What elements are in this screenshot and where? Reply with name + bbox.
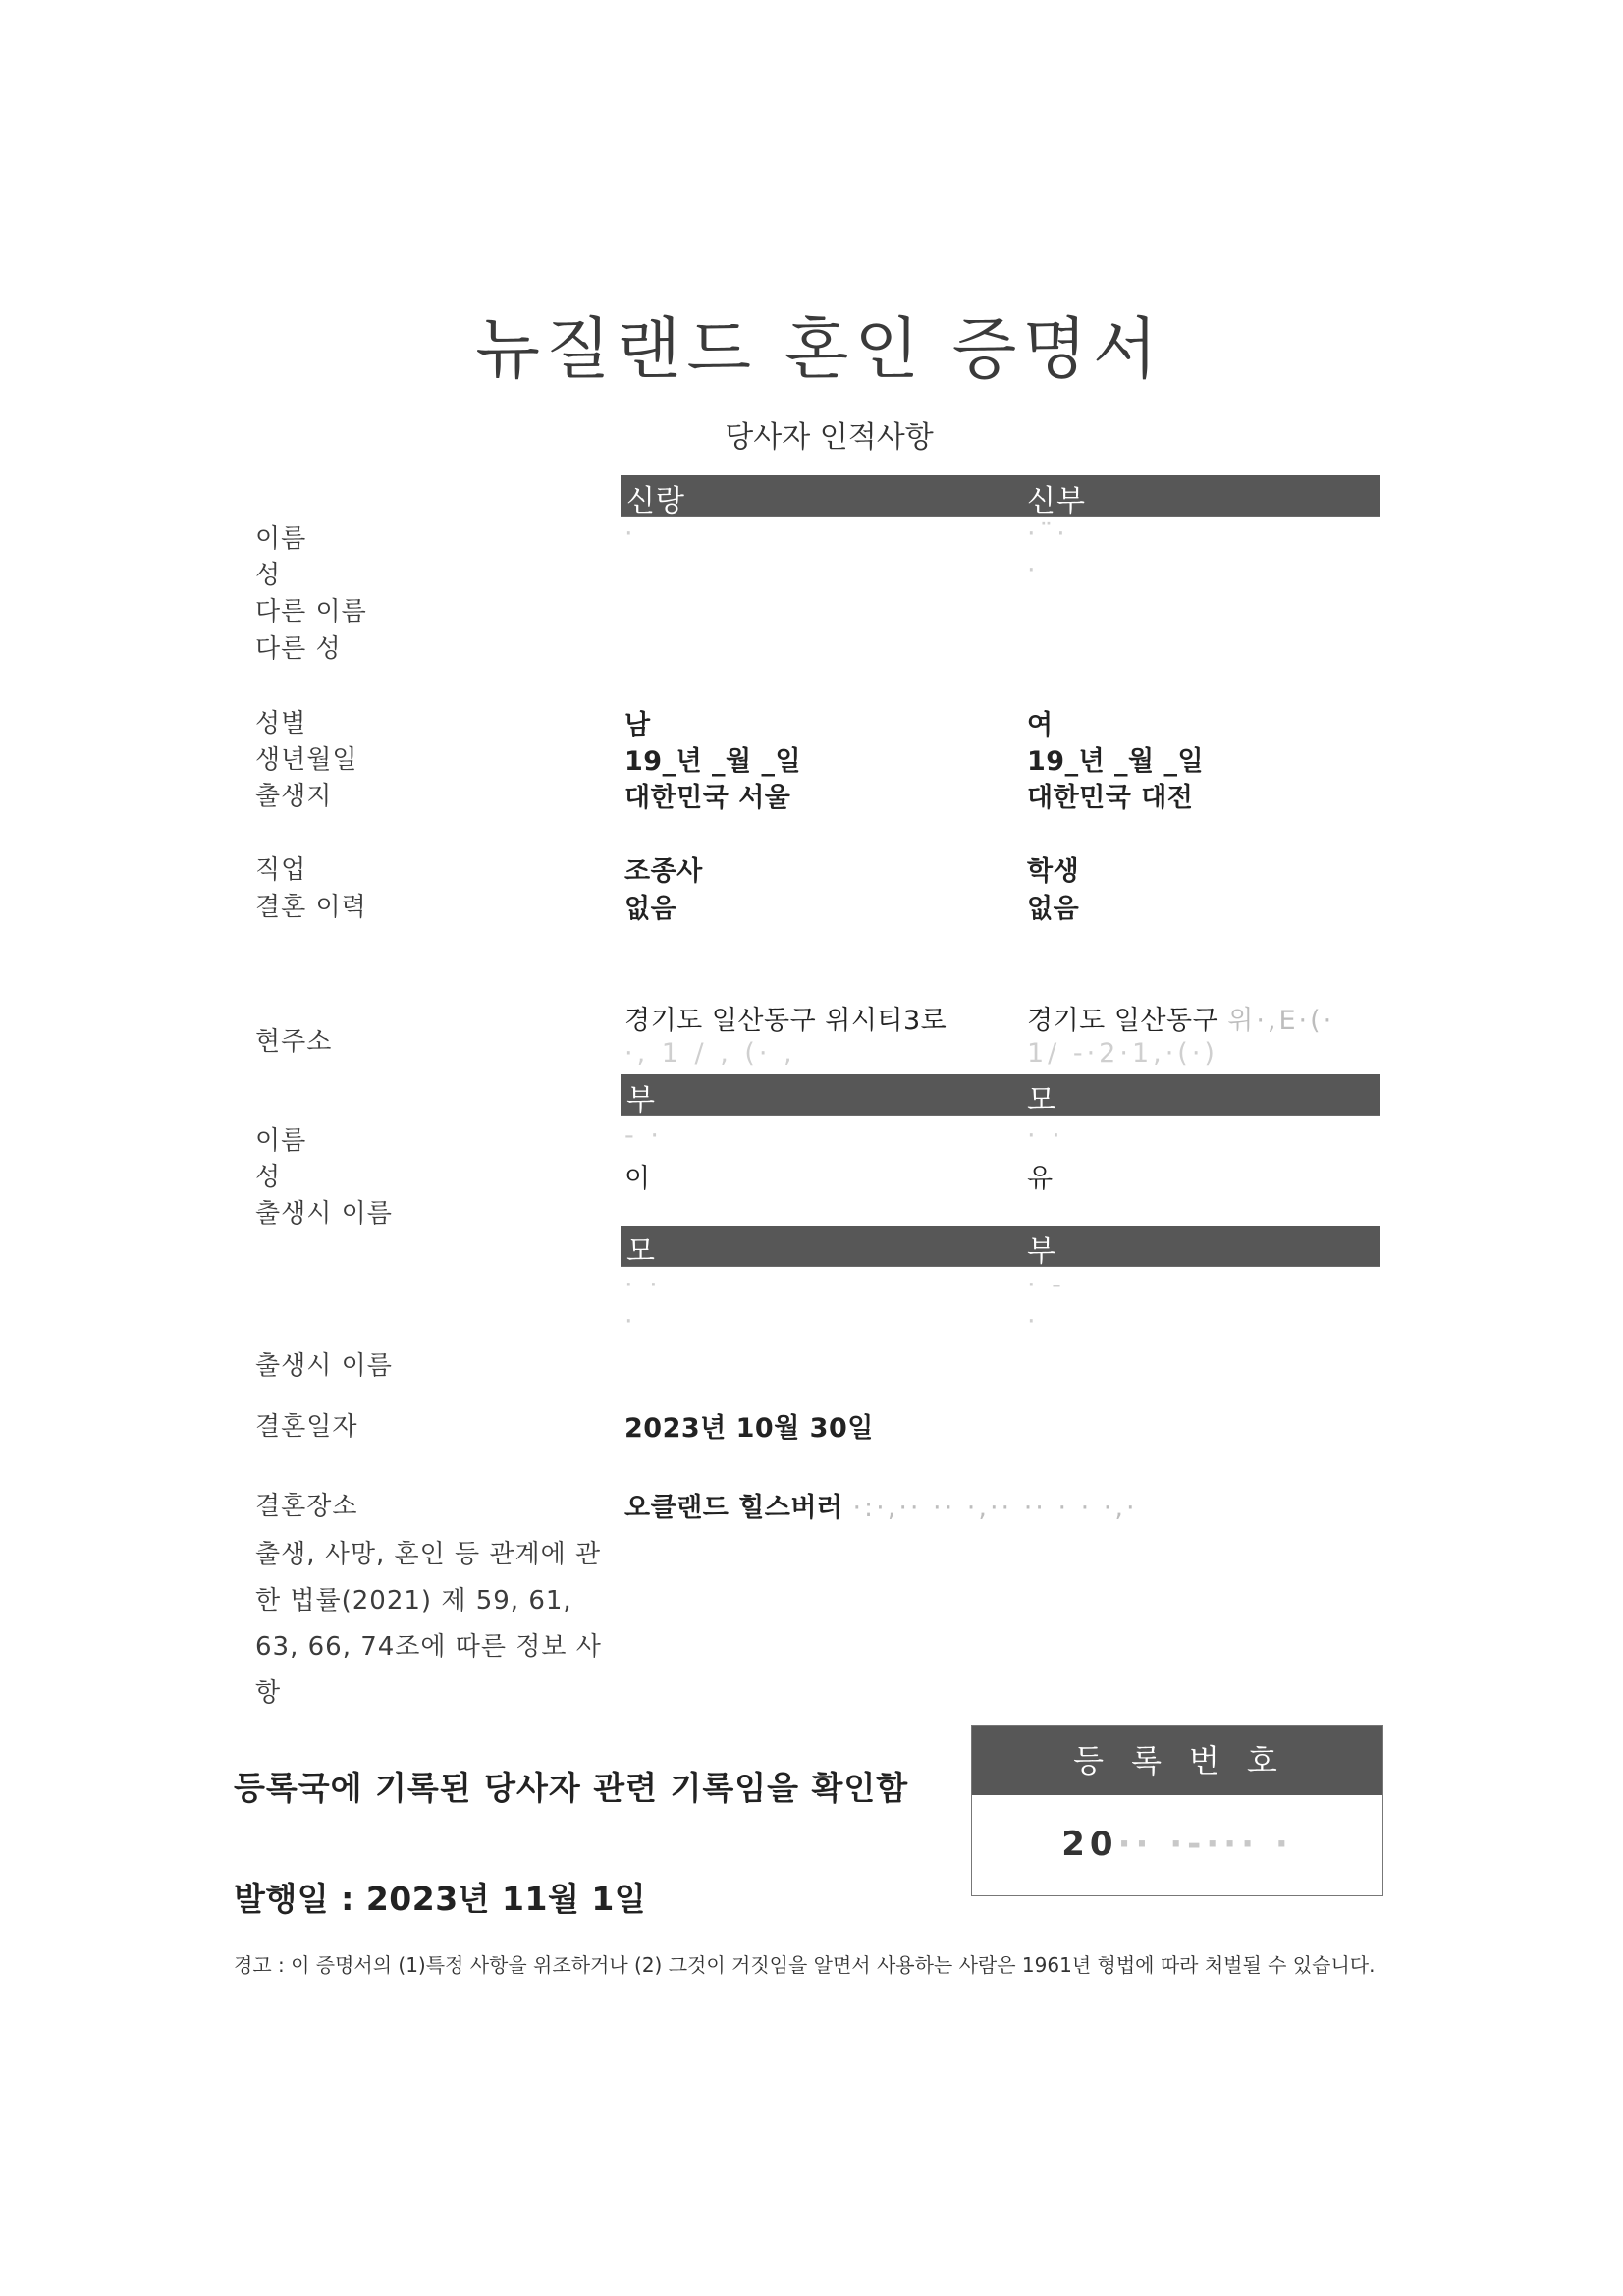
label-birth-date: 생년월일 (255, 745, 358, 775)
label-other-surname: 다른 성 (255, 634, 342, 664)
legal-warning: 경고 : 이 증명서의 (1)특정 사항을 위조하거나 (2) 그것이 거짓임을 알면서 사용하는 사람은 1961년 형법에 따라 처벌될 수 있습니다. (234, 1953, 1376, 1977)
section-title-party-details: 당사자 인적사항 (725, 420, 934, 455)
groom-marital-history: 없음 (624, 894, 677, 924)
mother-given-name-redacted: · · (1027, 1121, 1064, 1151)
bride-parents-header-bar (621, 1226, 1380, 1267)
issue-date-label: 발행일 (234, 1880, 330, 1918)
bride-father-given-name-redacted: · - (1027, 1270, 1065, 1300)
marriage-place-redacted: ·:·,·· ·· ·,·· ·· · · ·,· (852, 1493, 1138, 1523)
parties-header-bar (621, 475, 1380, 517)
label-parent-given-name: 이름 (255, 1126, 307, 1156)
groom-parents-header-bar (621, 1074, 1380, 1116)
label-surname: 성 (255, 561, 282, 590)
groom-given-name-redacted: · (624, 519, 637, 549)
father-given-name-redacted: - · (624, 1121, 663, 1151)
bride-mother-given-name-redacted: · · (624, 1270, 662, 1300)
label-birth-place: 출생지 (255, 782, 333, 811)
label-marriage-place: 결혼장소 (255, 1492, 358, 1521)
document-title: 뉴질랜드 혼인 증명서 (475, 311, 1163, 389)
label-parent-birth-name: 출생시 이름 (255, 1199, 393, 1229)
bride-given-name-redacted: ·¨· (1027, 519, 1069, 549)
label-occupation: 직업 (255, 855, 307, 885)
certification-statement: 등록국에 기록된 당사자 관련 기록임을 확인함 (234, 1769, 909, 1807)
bride-address-line2-redacted: 1/ -·2·1,·(·) (1027, 1038, 1218, 1068)
label-marriage-date: 결혼일자 (255, 1412, 358, 1442)
mother-header: 모 (1027, 1083, 1056, 1118)
bride-marital-history: 없음 (1027, 894, 1080, 924)
law-reference-note: 출생, 사망, 혼인 등 관계에 관한 법률(2021) 제 59, 61, 63, 66, 74조에 따른 정보 사항 (255, 1540, 602, 1708)
groom-birth-date: 19_년 _월 _일 (624, 746, 802, 777)
registration-number-redacted: ·· ·-··· · (1117, 1825, 1293, 1864)
label-parent-surname: 성 (255, 1163, 282, 1192)
registration-number-header: 등록번호 (972, 1726, 1382, 1795)
bride-birth-date: 19_년 _월 _일 (1027, 746, 1205, 777)
registration-number (972, 1795, 1382, 1893)
groom-address-line2-redacted: ·, 1 / , (· , (624, 1038, 796, 1068)
groom-occupation: 조종사 (624, 856, 703, 887)
bride-surname-redacted: · (1027, 555, 1040, 585)
mother-surname: 유 (1027, 1164, 1054, 1194)
groom-sex: 남 (624, 710, 651, 740)
label-bride-parent-birth-name: 출생시 이름 (255, 1351, 393, 1381)
registration-number-box (971, 1725, 1383, 1896)
father-surname: 이 (624, 1164, 651, 1194)
groom-birth-place: 대한민국 서울 (624, 783, 791, 813)
bride-mother-surname-redacted: · (624, 1306, 637, 1337)
label-marital-history: 결혼 이력 (255, 893, 367, 922)
bride-father-surname-redacted: · (1027, 1306, 1040, 1337)
label-given-name: 이름 (255, 524, 307, 554)
groom-address-line1: 경기도 일산동구 위시티3로 (624, 1006, 947, 1036)
bride-occupation: 학생 (1027, 856, 1080, 887)
marriage-place-visible: 오클랜드 힐스버러 (624, 1493, 843, 1523)
bride-sex: 여 (1027, 710, 1054, 740)
issue-date: 발행일 : 2023년 11월 1일 (234, 1880, 647, 1918)
bride-birth-place: 대한민국 대전 (1027, 783, 1194, 813)
bride-address-line1: 경기도 일산동구 위·,E·(· (1027, 1006, 1335, 1036)
marriage-place (624, 1486, 1138, 1524)
father-header-2: 부 (1027, 1234, 1056, 1269)
marriage-date: 2023년 10월 30일 (624, 1413, 874, 1444)
registration-number-visible: 20 (1061, 1825, 1118, 1864)
label-address: 현주소 (255, 1027, 333, 1057)
bride-header: 신부 (1027, 484, 1086, 519)
label-other-given-name: 다른 이름 (255, 597, 367, 627)
label-sex: 성별 (255, 709, 307, 738)
issue-date-value: 2023년 11월 1일 (365, 1880, 647, 1918)
groom-header: 신랑 (626, 484, 685, 519)
mother-header-2: 모 (626, 1234, 656, 1269)
father-header: 부 (626, 1083, 656, 1118)
